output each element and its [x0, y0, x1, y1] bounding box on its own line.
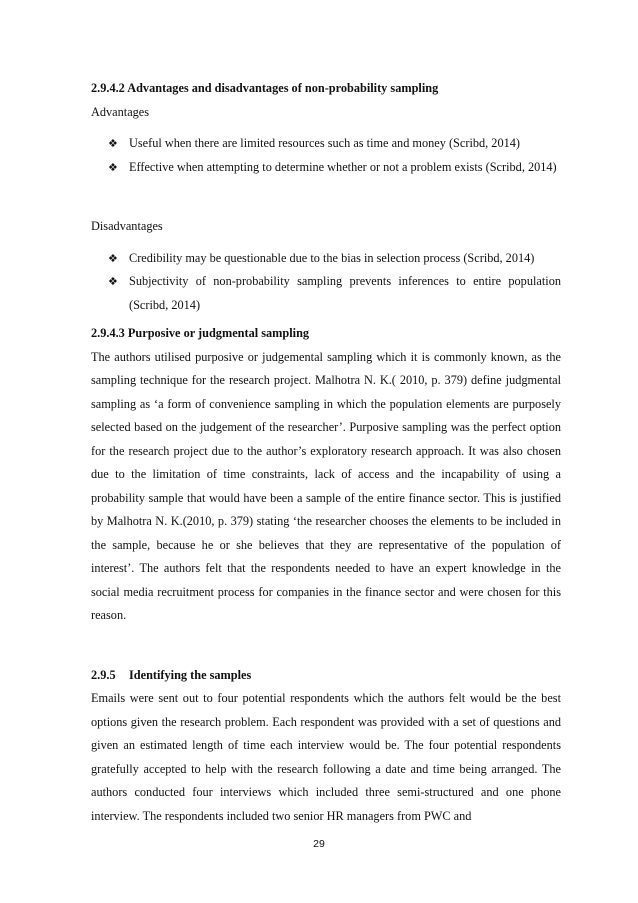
section-heading-2943: 2.9.4.3 Purposive or judgmental sampling: [91, 326, 310, 340]
paragraph-identifying-samples: Emails were sent out to four potential respondents which the authors felt would be the best options given the research problem. Each respondent was provided with a set of questions and given an estimated length of time each interview would be. The four potential respondents gratefully accepted to help with the research following a date and time being arranged. The authors conducted four interviews which included three semi-structured and one phone interview. The respondents included two senior HR managers from PWC and: [91, 691, 561, 823]
section-title: Identifying the samples: [129, 667, 252, 682]
diamond-bullet-icon: ❖: [108, 137, 118, 150]
page-content: [91, 77, 561, 828]
section-number: 2.9.5: [91, 667, 116, 682]
section-heading-2942: 2.9.4.2 Advantages and disadvantages of non-probability sampling: [91, 81, 439, 95]
advantages-list: [91, 132, 561, 179]
page-number: 29: [313, 838, 325, 850]
list-item: ❖ Useful when there are limited resources such as time and money (Scribd, 2014): [91, 132, 561, 156]
disadvantages-list: [91, 247, 561, 318]
list-item: ❖ Credibility may be questionable due to the bias in selection process (Scribd, 2014): [91, 247, 561, 271]
section-heading-295: [91, 664, 561, 688]
diamond-bullet-icon: ❖: [108, 275, 118, 288]
paragraph-purposive-sampling: The authors utilised purposive or judgemental sampling which it is commonly known, as the sampling technique for the research project. Malhotra N. K.( 2010, p. 379) define judgmental sampling as ‘a form of convenience sampling in which the population elements are purposely selected based on the judgement of the researcher’. Purposive sampling was the perfect option for the research project due to the author’s exploratory research approach. It was also chosen due to the limitation of time constraints, lack of access and the incapability of using a probability sample that would have been a sample of the entire finance sector. This is justified by Malhotra N. K.(2010, p. 379) stating ‘the researcher chooses the elements to be included in the sample, because he or she believes that they are representative of the population of interest’. The authors felt that the respondents needed to have an expert knowledge in the social media recruitment process for companies in the finance sector and were chosen for this reason.: [91, 349, 561, 622]
advantages-label: Advantages: [91, 104, 150, 119]
disadvantages-label: Disadvantages: [91, 219, 163, 233]
diamond-bullet-icon: ❖: [108, 251, 118, 265]
list-item: ❖ Effective when attempting to determine whether or not a problem exists (Scribd, 2014): [91, 156, 561, 180]
list-item: ❖ Subjectivity of non-probability sampling prevents inferences to entire population (Scribd, 2014): [91, 270, 561, 317]
diamond-bullet-icon: ❖: [108, 160, 118, 174]
